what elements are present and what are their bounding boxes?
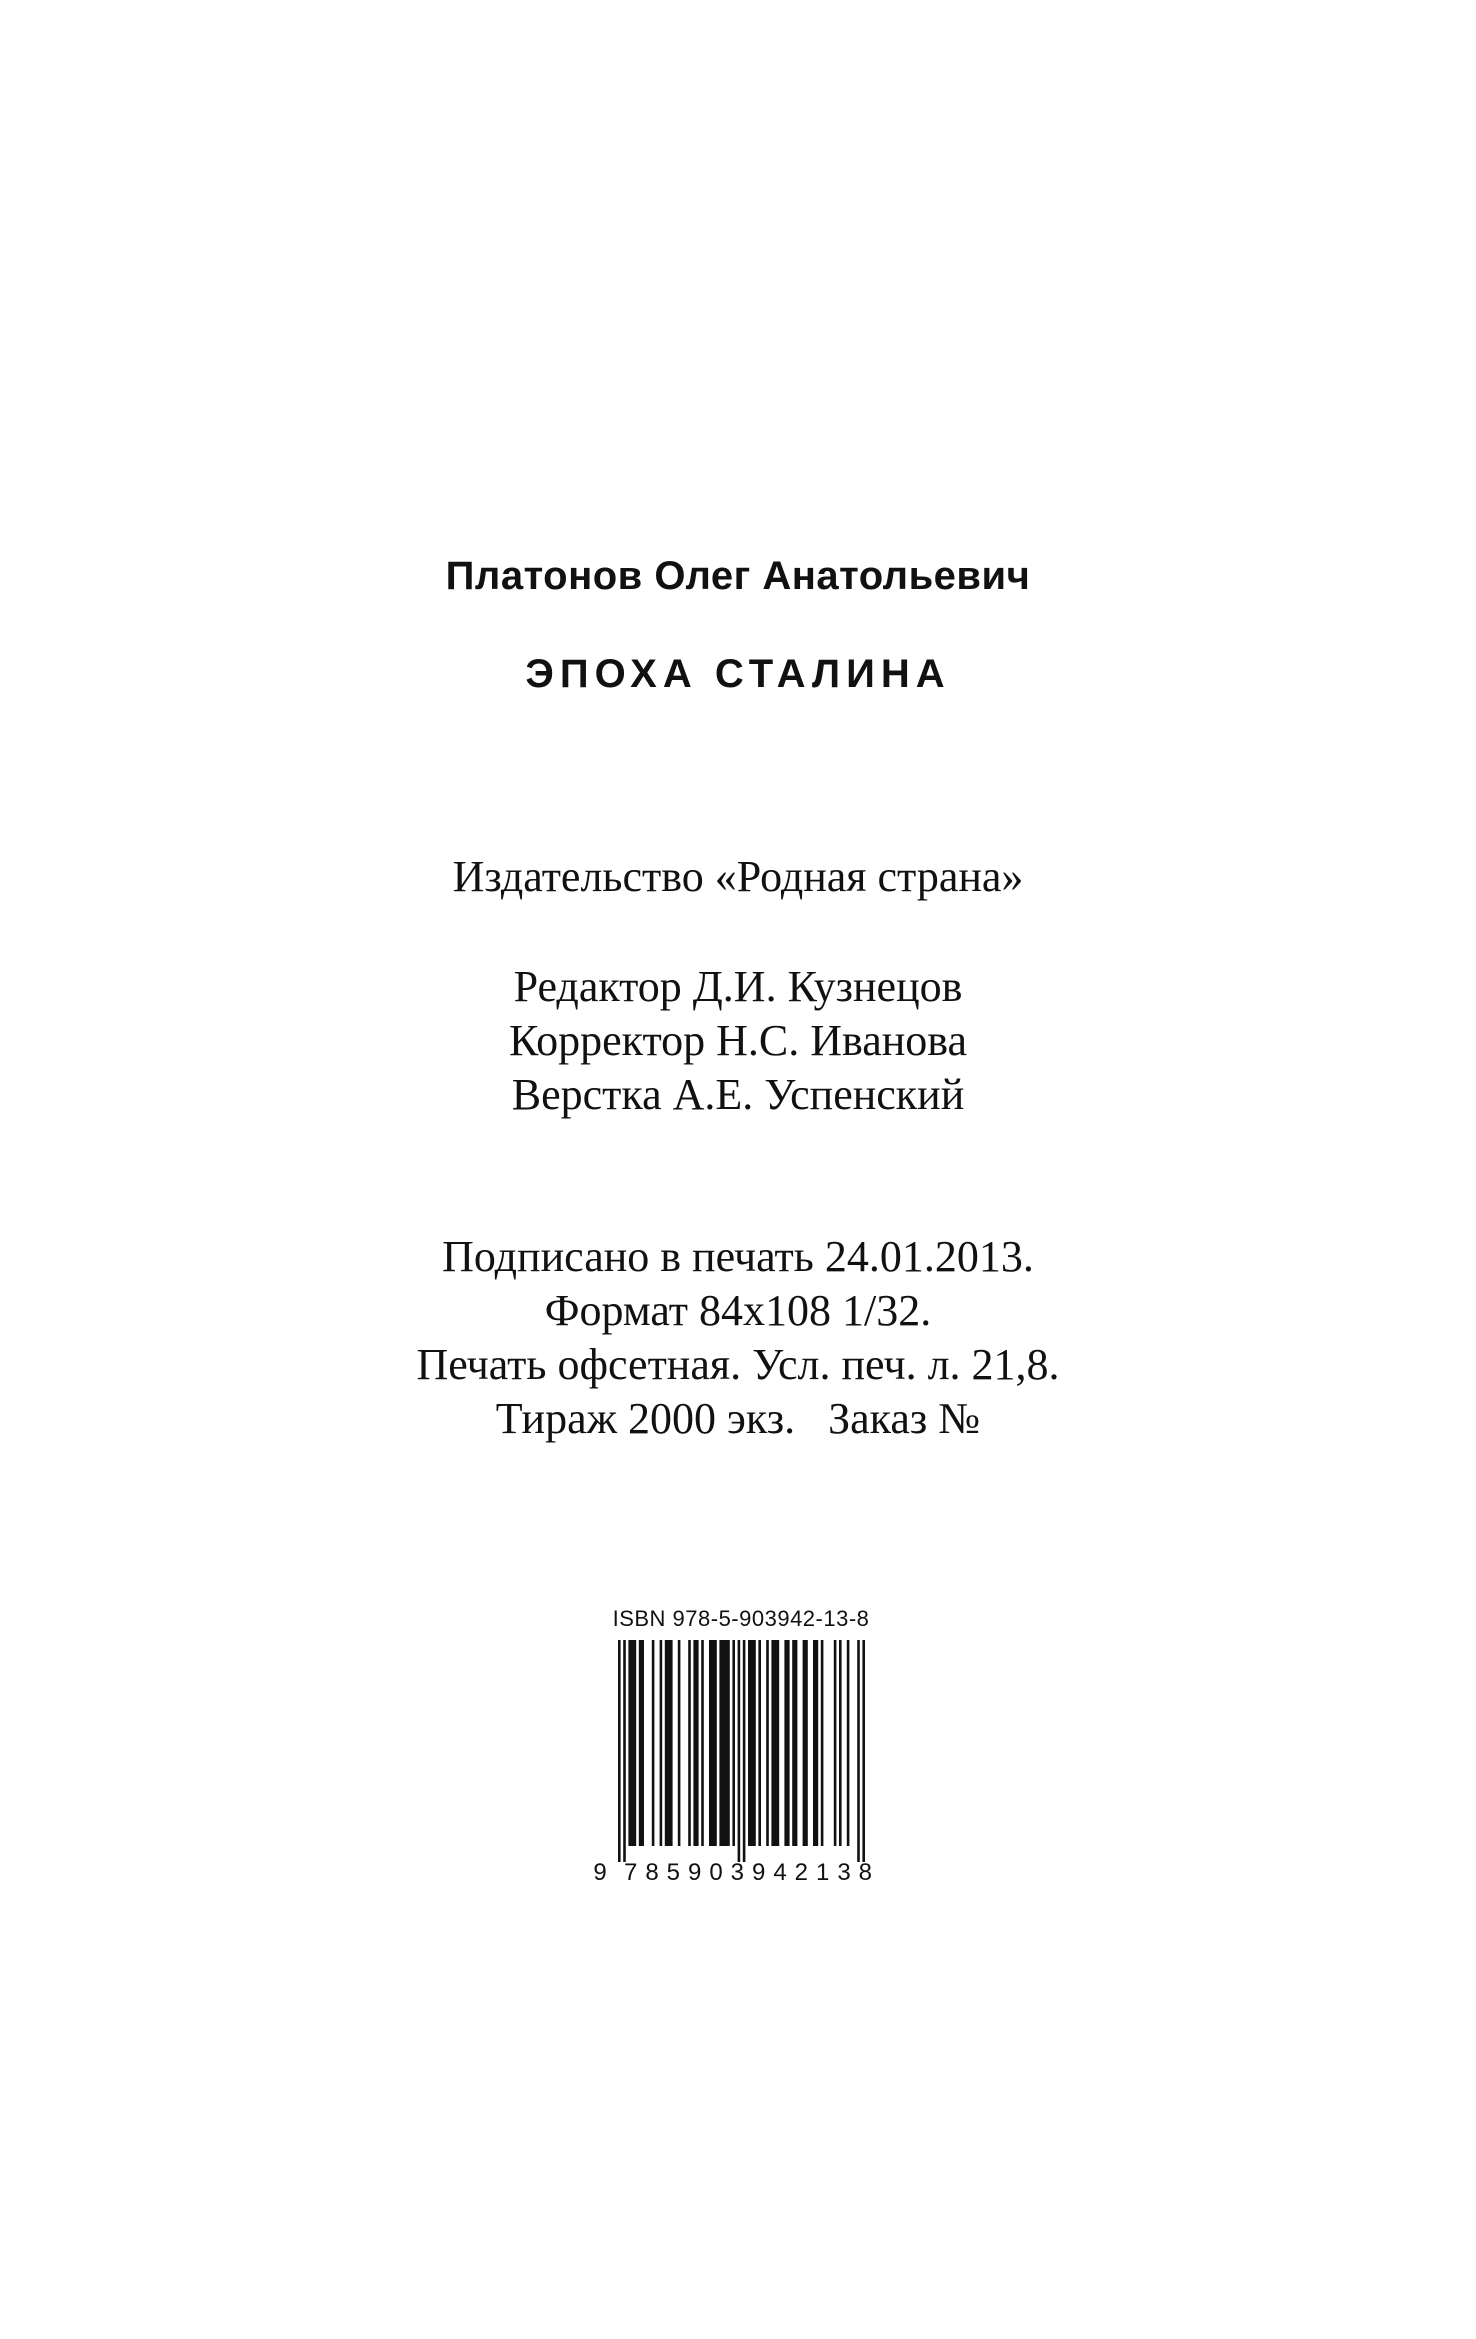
barcode-bar [834,1640,837,1846]
barcode-bar [857,1640,860,1862]
barcode-bar [618,1640,621,1862]
print-details-block [0,1230,1476,1446]
barcode-bar [665,1640,673,1846]
credit-layout: Верстка А.Е. Успенский [511,1070,965,1119]
barcode-bar [792,1640,797,1846]
barcode-bar [623,1640,626,1862]
barcode-bar [660,1640,663,1846]
barcode-bar [652,1640,655,1846]
author-name: Платонов Олег Анатольевич [445,554,1031,598]
barcode-bar [678,1640,681,1846]
barcode-bar [758,1640,761,1846]
barcode-bar [803,1640,808,1846]
barcode-bar [701,1640,704,1846]
barcode-bar [743,1640,746,1862]
barcode-bar [688,1640,691,1846]
barcode-bar [628,1640,636,1846]
barcode-image [586,1640,896,1890]
format-line: Формат 84x108 1/32. [544,1286,932,1335]
barcode-bar [732,1640,735,1846]
print-type-line: Печать офсетная. Усл. печ. л. 21,8. [416,1340,1060,1389]
barcode-bar [813,1640,818,1846]
barcode-bar [862,1640,865,1862]
barcode-bar [766,1640,769,1846]
barcode-bar [693,1640,698,1846]
credit-editor: Редактор Д.И. Кузнецов [513,962,963,1011]
signed-to-print: Подписано в печать 24.01.2013. [442,1232,1034,1281]
barcode-bar [719,1640,729,1846]
barcode-bar [839,1640,842,1846]
isbn-barcode-block [586,1604,896,1894]
isbn-label: ISBN 978-5-903942-13-8 [612,1606,870,1631]
publisher-line: Издательство «Родная страна» [452,852,1024,901]
print-run-line: Тираж 2000 экз. Заказ № [495,1394,981,1443]
barcode-bar [738,1640,741,1862]
barcode-bar [847,1640,850,1846]
barcode-bar [709,1640,717,1846]
barcode-bar [748,1640,756,1846]
barcode-bar [639,1640,644,1846]
barcode-digits-right: 942138 [752,1859,872,1886]
barcode-bar [771,1640,779,1846]
barcode-bar [784,1640,789,1846]
barcode-digit-first: 9 [593,1859,607,1886]
credit-proofreader: Корректор Н.С. Иванова [508,1016,968,1065]
barcode-digits-left: 785903 [624,1859,744,1886]
barcode-bar [821,1640,824,1846]
credits-block [0,960,1476,1122]
barcode-bars [618,1640,865,1862]
book-title: ЭПОХА СТАЛИНА [525,652,951,696]
